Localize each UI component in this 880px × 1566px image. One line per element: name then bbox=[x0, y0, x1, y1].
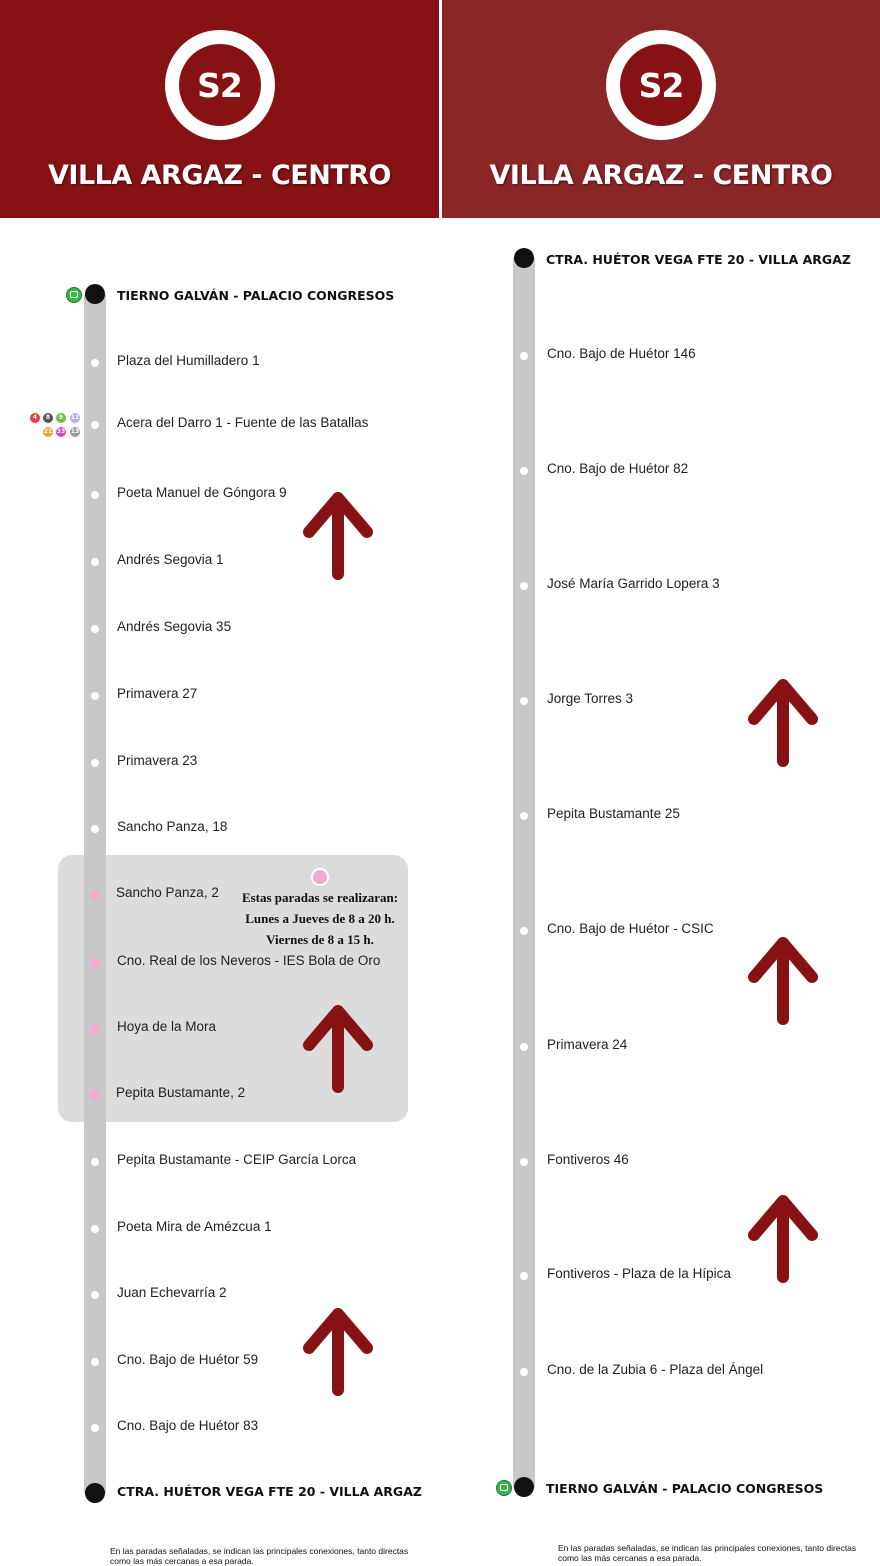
connection-11: 11 bbox=[70, 414, 80, 421]
stop-label: Primavera 23 bbox=[117, 753, 198, 768]
stop-marker[interactable] bbox=[87, 355, 103, 371]
stop-label: Cno. Bajo de Huétor - CSIC bbox=[547, 921, 714, 936]
stop-label: Cno. Real de los Neveros - IES Bola de Oro bbox=[117, 953, 381, 968]
stop-label-terminal-start: TIERNO GALVÁN - PALACIO CONGRESOS bbox=[117, 288, 395, 303]
stop-label: Cno. de la Zubia 6 - Plaza del Ángel bbox=[547, 1362, 764, 1377]
terminal-stop[interactable] bbox=[514, 1477, 534, 1497]
direction-arrow-up-icon bbox=[303, 1005, 373, 1095]
stop-label: Pepita Bustamante 25 bbox=[547, 806, 680, 821]
stop-marker[interactable] bbox=[516, 348, 532, 364]
stop-marker[interactable] bbox=[516, 1039, 532, 1055]
stop-label-terminal-end: CTRA. HUÉTOR VEGA FTE 20 - VILLA ARGAZ bbox=[117, 1484, 422, 1499]
stop-label: Poeta Mira de Amézcua 1 bbox=[117, 1219, 272, 1234]
stop-label: Andrés Segovia 1 bbox=[117, 552, 224, 567]
note-line-2: Lunes a Jueves de 8 a 20 h. bbox=[245, 911, 395, 926]
connection-13: 13 bbox=[70, 428, 80, 435]
stop-marker[interactable] bbox=[516, 1364, 532, 1380]
stop-marker[interactable] bbox=[87, 1354, 103, 1370]
bus-icon bbox=[496, 1480, 512, 1496]
header-left bbox=[0, 0, 439, 218]
stop-marker[interactable] bbox=[87, 554, 103, 570]
stop-label: Fontiveros 46 bbox=[547, 1152, 629, 1167]
stop-marker[interactable] bbox=[87, 1420, 103, 1436]
stop-label: Cno. Bajo de Huétor 59 bbox=[117, 1352, 259, 1367]
stop-label: Andrés Segovia 35 bbox=[117, 619, 232, 634]
note-line-1: Estas paradas se realizaran: bbox=[241, 890, 399, 905]
route-logo-left bbox=[165, 30, 275, 140]
stop-label-terminal-end-right: TIERNO GALVÁN - PALACIO CONGRESOS bbox=[546, 1481, 824, 1496]
schedule-note bbox=[230, 887, 410, 950]
stop-marker[interactable] bbox=[87, 417, 103, 433]
footnote-right: En las paradas señaladas, se indican las principales conexiones, tanto directas como las más cercanas a esa parada. bbox=[558, 1543, 857, 1563]
stop-marker[interactable] bbox=[516, 578, 532, 594]
stop-label: Cno. Bajo de Huétor 82 bbox=[547, 461, 689, 476]
stop-label: Juan Echevarría 2 bbox=[117, 1285, 227, 1300]
direction-arrow-up-icon bbox=[748, 679, 818, 769]
route-badge bbox=[620, 44, 702, 126]
stop-label: Pepita Bustamante, 2 bbox=[116, 1085, 246, 1100]
stop-label: Sancho Panza, 2 bbox=[116, 885, 219, 900]
stop-label: Primavera 24 bbox=[547, 1037, 628, 1052]
stop-label: Jorge Torres 3 bbox=[547, 691, 634, 706]
stop-label: Plaza del Humilladero 1 bbox=[117, 353, 260, 368]
stop-label: Fontiveros - Plaza de la Hípica bbox=[547, 1266, 731, 1281]
stop-marker[interactable] bbox=[87, 1021, 103, 1037]
stop-label: Pepita Bustamante - CEIP García Lorca bbox=[117, 1152, 357, 1167]
stop-label-terminal-start-right: CTRA. HUÉTOR VEGA FTE 20 - VILLA ARGAZ bbox=[546, 252, 851, 267]
stop-marker[interactable] bbox=[87, 1154, 103, 1170]
route-line-right bbox=[513, 258, 535, 1488]
pink-stop-marker bbox=[311, 868, 329, 886]
stop-marker[interactable] bbox=[87, 1087, 103, 1103]
stop-label: Cno. Bajo de Huétor 83 bbox=[117, 1418, 259, 1433]
stop-marker[interactable] bbox=[87, 821, 103, 837]
stop-marker[interactable] bbox=[87, 955, 103, 971]
stop-marker[interactable] bbox=[87, 755, 103, 771]
connection-8: 8 bbox=[43, 413, 53, 423]
connection-21: 21 bbox=[43, 428, 53, 435]
direction-arrow-up-icon bbox=[303, 1308, 373, 1398]
stop-label: Hoya de la Mora bbox=[117, 1019, 217, 1034]
stop-marker[interactable] bbox=[516, 923, 532, 939]
stop-marker[interactable] bbox=[516, 693, 532, 709]
route-code: S2 bbox=[197, 65, 242, 105]
route-title-right: VILLA ARGAZ - CENTRO bbox=[489, 160, 833, 191]
stop-label: Primavera 27 bbox=[117, 686, 198, 701]
stop-marker[interactable] bbox=[516, 1154, 532, 1170]
stop-marker[interactable] bbox=[87, 887, 103, 903]
route-code: S2 bbox=[638, 65, 684, 105]
terminal-stop[interactable] bbox=[514, 248, 534, 268]
stop-marker[interactable] bbox=[87, 1221, 103, 1237]
route-logo-right bbox=[606, 30, 716, 140]
stop-marker[interactable] bbox=[516, 1268, 532, 1284]
bus-icon bbox=[66, 287, 82, 303]
note-line-3: Viernes de 8 a 15 h. bbox=[266, 932, 374, 947]
connection-33: 33 bbox=[56, 428, 66, 435]
stop-marker[interactable] bbox=[516, 463, 532, 479]
stop-label: Sancho Panza, 18 bbox=[117, 819, 228, 834]
header-right bbox=[442, 0, 880, 218]
connection-4: 4 bbox=[30, 413, 40, 423]
direction-arrow-up-icon bbox=[748, 937, 818, 1027]
route-title-left: VILLA ARGAZ - CENTRO bbox=[48, 160, 391, 191]
stop-marker[interactable] bbox=[87, 688, 103, 704]
stop-marker[interactable] bbox=[87, 487, 103, 503]
route-badge bbox=[179, 44, 261, 126]
stop-marker[interactable] bbox=[87, 621, 103, 637]
connection-9: 9 bbox=[56, 413, 66, 423]
direction-arrow-up-icon bbox=[303, 492, 373, 582]
stop-marker[interactable] bbox=[516, 808, 532, 824]
stop-label: Cno. Bajo de Huétor 146 bbox=[547, 346, 696, 361]
stop-label: Poeta Manuel de Góngora 9 bbox=[117, 485, 287, 500]
stop-label: Acera del Darro 1 - Fuente de las Batallas bbox=[117, 415, 369, 430]
stop-marker[interactable] bbox=[87, 1287, 103, 1303]
footnote-left: En las paradas señaladas, se indican las principales conexiones, tanto directas como las más cercanas a esa parada. bbox=[110, 1546, 409, 1566]
stop-label: José María Garrido Lopera 3 bbox=[547, 576, 720, 591]
direction-arrow-up-icon bbox=[748, 1195, 818, 1285]
terminal-stop[interactable] bbox=[85, 1483, 105, 1503]
terminal-stop[interactable] bbox=[85, 284, 105, 304]
